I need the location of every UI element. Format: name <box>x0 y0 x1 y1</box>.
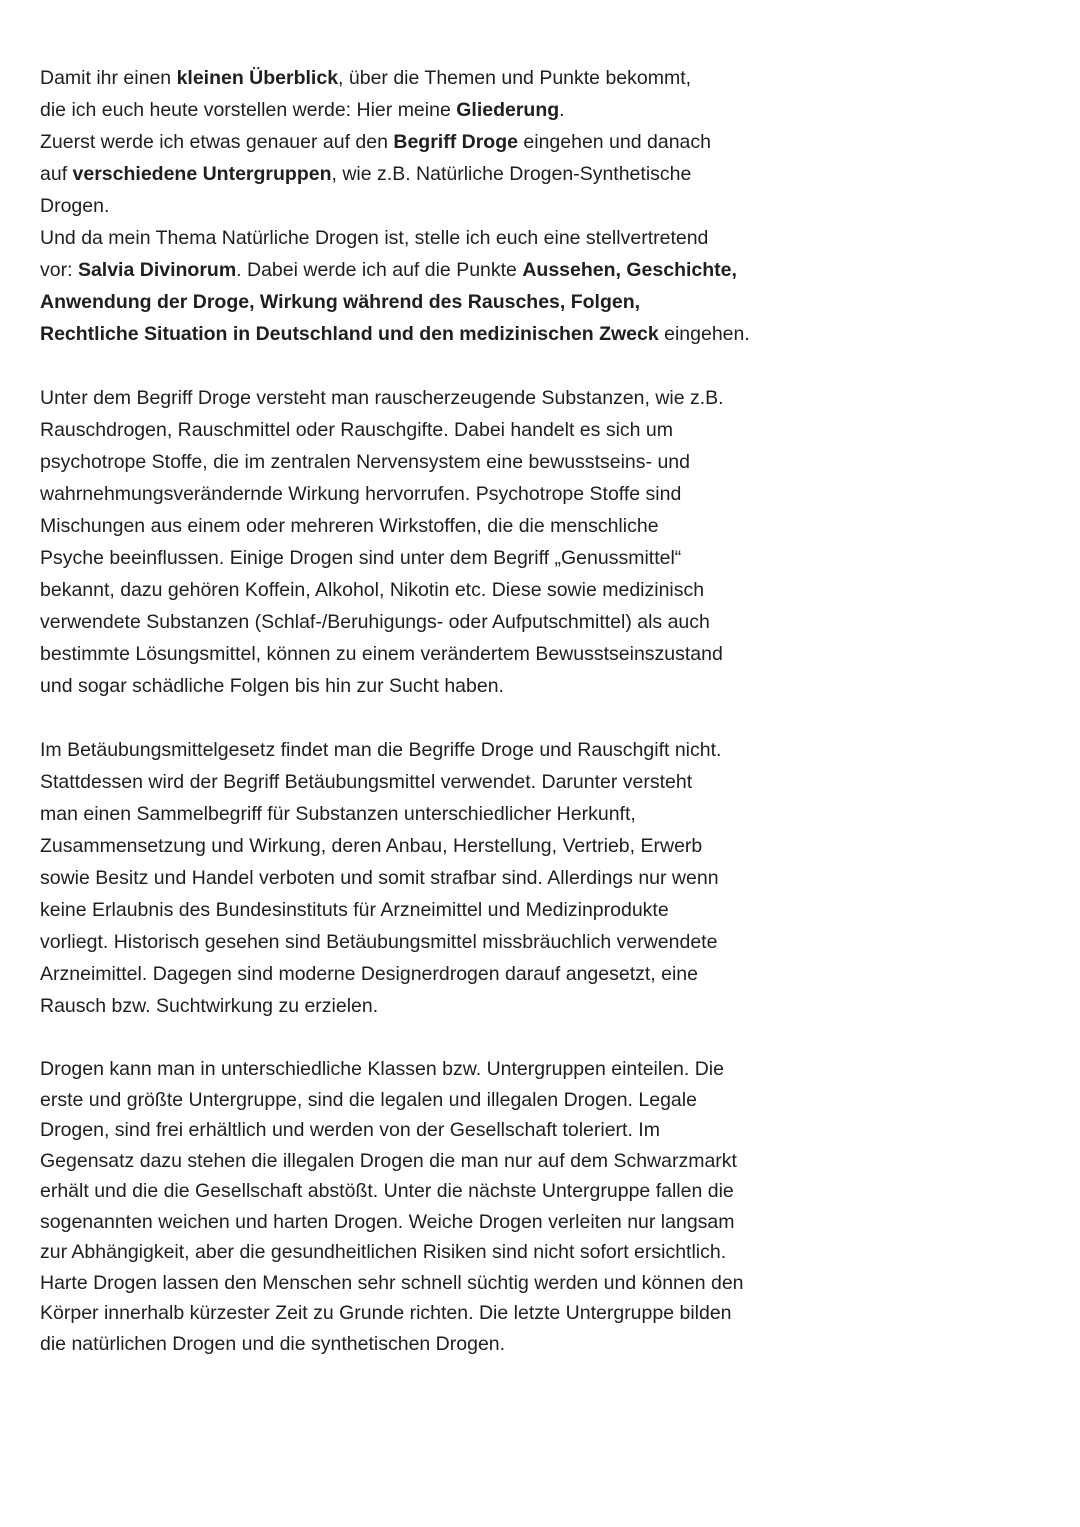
text-line: Rauschdrogen, Rauschmittel oder Rauschgifte. Dabei handelt es sich um <box>40 419 674 441</box>
text-line: bekannt, dazu gehören Koffein, Alkohol, Nikotin etc. Diese sowie medizinisch <box>40 579 705 601</box>
paragraph-outline <box>40 62 1040 350</box>
text-line: Harte Drogen lassen den Menschen sehr schnell süchtig werden und können den <box>40 1271 744 1294</box>
text-line: Arzneimittel. Dagegen sind moderne Designerdrogen darauf angesetzt, eine <box>40 963 698 985</box>
document-page <box>40 62 1040 1359</box>
text-line: wahrnehmungsverändernde Wirkung hervorrufen. Psychotrope Stoffe sind <box>40 483 682 505</box>
text-line: Drogen kann man in unterschiedliche Klassen bzw. Untergruppen einteilen. Die <box>40 1058 724 1080</box>
text-line: erste und größte Untergruppe, sind die legalen und illegalen Drogen. Legale <box>40 1088 697 1111</box>
text-line: vor: Salvia Divinorum. Dabei werde ich auf die Punkte Aussehen, Geschichte, <box>40 259 737 281</box>
text-line: Anwendung der Droge, Wirkung während des Rausches, Folgen, <box>40 291 641 313</box>
text-line: zur Abhängigkeit, aber die gesundheitlichen Risiken sind nicht sofort ersichtlich. <box>40 1241 727 1263</box>
text-line: Mischungen aus einem oder mehreren Wirkstoffen, die die menschliche <box>40 515 659 537</box>
text-line: man einen Sammelbegriff für Substanzen unterschiedlicher Herkunft, <box>40 803 636 825</box>
text-line: Rechtliche Situation in Deutschland und den medizinischen Zweck eingehen. <box>40 323 750 345</box>
text-line: vorliegt. Historisch gesehen sind Betäubungsmittel missbräuchlich verwendete <box>40 931 718 953</box>
paragraph-law <box>40 734 1040 1022</box>
text-line: bestimmte Lösungsmittel, können zu einem verändertem Bewusstseinszustand <box>40 643 723 665</box>
text-line: Stattdessen wird der Begriff Betäubungsmittel verwendet. Darunter versteht <box>40 771 693 793</box>
text-line: sogenannten weichen und harten Drogen. Weiche Drogen verleiten nur langsam <box>40 1210 735 1233</box>
text-line: Und da mein Thema Natürliche Drogen ist, stelle ich euch eine stellvertretend <box>40 227 709 249</box>
paragraph-definition <box>40 382 1040 702</box>
text-line: sowie Besitz und Handel verboten und somit strafbar sind. Allerdings nur wenn <box>40 867 719 889</box>
text-line: Damit ihr einen kleinen Überblick, über die Themen und Punkte bekommt, <box>40 67 692 89</box>
text-line: verwendete Substanzen (Schlaf-/Beruhigungs- oder Aufputschmittel) als auch <box>40 611 710 633</box>
paragraph-subgroups <box>40 1054 1040 1359</box>
text-line: Zuerst werde ich etwas genauer auf den Begriff Droge eingehen und danach <box>40 131 711 153</box>
text-line: auf verschiedene Untergruppen, wie z.B. Natürliche Drogen-Synthetische <box>40 163 692 185</box>
text-line: keine Erlaubnis des Bundesinstituts für Arzneimittel und Medizinprodukte <box>40 899 669 921</box>
text-line: Rausch bzw. Suchtwirkung zu erzielen. <box>40 995 379 1017</box>
text-line: Zusammensetzung und Wirkung, deren Anbau, Herstellung, Vertrieb, Erwerb <box>40 835 703 857</box>
text-line: erhält und die die Gesellschaft abstößt. Unter die nächste Untergruppe fallen die <box>40 1180 734 1202</box>
text-line: die ich euch heute vorstellen werde: Hier meine Gliederung. <box>40 99 565 121</box>
text-line: Körper innerhalb kürzester Zeit zu Grunde richten. Die letzte Untergruppe bilden <box>40 1302 732 1324</box>
text-line: psychotrope Stoffe, die im zentralen Nervensystem eine bewusstseins- und <box>40 451 690 473</box>
text-line: und sogar schädliche Folgen bis hin zur Sucht haben. <box>40 675 504 697</box>
text-line: Psyche beeinflussen. Einige Drogen sind unter dem Begriff „Genussmittel“ <box>40 547 682 569</box>
text-line: Im Betäubungsmittelgesetz findet man die Begriffe Droge und Rauschgift nicht. <box>40 739 722 761</box>
text-line: die natürlichen Drogen und die synthetischen Drogen. <box>40 1332 506 1355</box>
text-line: Unter dem Begriff Droge versteht man rauscherzeugende Substanzen, wie z.B. <box>40 387 724 409</box>
text-line: Drogen. <box>40 195 110 217</box>
text-line: Drogen, sind frei erhältlich und werden von der Gesellschaft toleriert. Im <box>40 1119 660 1141</box>
text-line: Gegensatz dazu stehen die illegalen Drogen die man nur auf dem Schwarzmarkt <box>40 1149 737 1172</box>
